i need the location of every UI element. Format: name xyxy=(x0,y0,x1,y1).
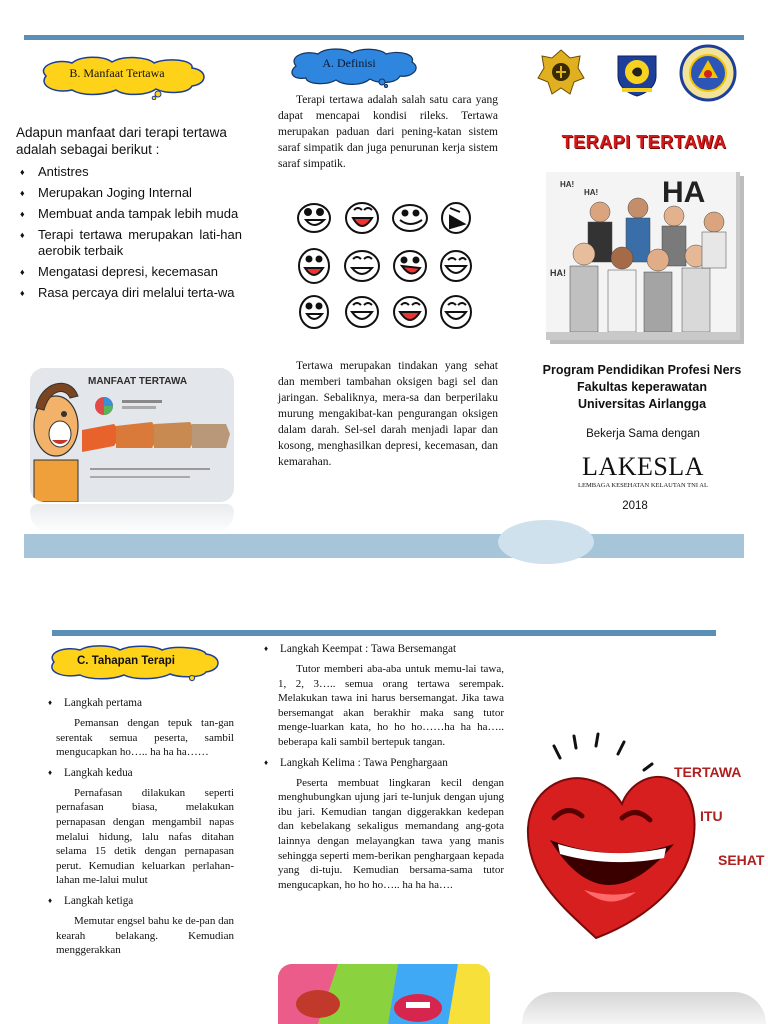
list-item: ♦ Terapi tertawa merupakan lati-han aerobik terbaik xyxy=(16,227,242,259)
heading-manfaat: B. Manfaat Tertawa xyxy=(69,65,165,80)
list-item: ♦ Mengatasi depresi, kecemasan xyxy=(16,264,242,280)
step-title: ♦ Langkah ketiga xyxy=(48,894,234,908)
infographic-title: MANFAAT TERTAWA xyxy=(88,376,188,387)
photo-text-ha-1: HA! xyxy=(560,180,575,189)
heading-cloud-tahapan xyxy=(42,644,224,682)
program-block xyxy=(528,362,756,413)
partner-full-name: LEMBAGA KESEHATAN KELAUTAN TNI AL xyxy=(578,482,708,489)
university-name: Universitas Airlangga xyxy=(577,397,707,411)
bottom-band xyxy=(24,534,744,558)
heading-definisi: A. Definisi xyxy=(322,55,376,70)
list-item: ♦ Antistres xyxy=(16,164,242,180)
heart-caption-3: SEHAT xyxy=(718,852,765,868)
list-item: ♦ Merupakan Joging Internal xyxy=(16,185,242,201)
infographic-image xyxy=(30,368,234,502)
heart-reflection xyxy=(522,992,766,1024)
step-title: ♦ Langkah Kelima : Tawa Penghargaan xyxy=(264,756,504,770)
laughing-heart-image xyxy=(524,728,768,976)
photo-text-ha-4: HA! xyxy=(550,268,566,278)
logo-university xyxy=(678,44,738,102)
photo-text-ha-2: HA! xyxy=(584,188,599,197)
colorful-faces-image xyxy=(278,964,490,1024)
steps-list-left xyxy=(48,696,234,964)
list-item: ♦ Membuat anda tampak lebih muda xyxy=(16,206,242,222)
program-name: Program Pendidikan Profesi Ners xyxy=(542,363,742,377)
step-title: ♦ Langkah Keempat : Tawa Bersemangat xyxy=(264,642,504,656)
benefit-list xyxy=(16,164,242,301)
logo-navy-emblem xyxy=(534,46,588,100)
definition-paragraph-2: Tertawa merupakan tindakan yang sehat dan memberi tambahan oksigen bagi sel dan jaringan. Sebaliknya, mera-sa dan berperilaku murung mengakibat-kan pengurangan oksigen dalam darah. Sel-sel darah menjadi lapar dan kosong, menghasilkan depresi, kecemasan, dan kemarahan. xyxy=(278,360,498,468)
definition-paragraph: Terapi tertawa adalah salah satu cara yang dapat mencapai kondisi rileks. Tertawa merupakan paduan dari pening-katan sistem saraf simpatik dan juga penurunan kerja sistem saraf simpatik. xyxy=(278,94,498,170)
top-rule xyxy=(24,35,744,40)
partner-logo-text: LAKESLA xyxy=(582,452,704,481)
step-title: ♦ Langkah kedua xyxy=(48,766,234,780)
faculty-name: Fakultas keperawatan xyxy=(577,380,707,394)
brochure-inside xyxy=(0,600,768,1024)
year-text: 2018 xyxy=(622,500,648,512)
heading-cloud-manfaat xyxy=(32,54,212,100)
step-body: Tutor memberi aba-aba untuk memu-lai tawa, 1, 2, 3….. semua orang tertawa serempak. Melakukan tawa ini harus bersemangat. Jika tawa bersemangat akan berakhir maka sang tutor menge-luarkan kata, ho ho ho……ha ha ha….. beberapa kali sambil bertepuk tangan. xyxy=(278,663,504,748)
middle-rule xyxy=(52,630,716,636)
bottom-band-bubble xyxy=(498,520,594,564)
heart-caption-2: ITU xyxy=(700,808,723,824)
photo-text-ha-3: HA xyxy=(662,176,706,209)
heading-cloud-definisi xyxy=(286,46,418,88)
brochure-title: TERAPI TERTAWA xyxy=(561,132,727,152)
logo-nursing-faculty xyxy=(612,48,662,98)
step-title: ♦ Langkah pertama xyxy=(48,696,234,710)
step-body: Memutar engsel bahu ke de-pan dan kearah belakang. Kemudian menggerakkan xyxy=(56,914,234,957)
heading-tahapan: C. Tahapan Terapi xyxy=(77,655,175,667)
step-body: Peserta membuat lingkaran kecil dengan menghubungkan ujung jari te-lunjuk dengan ujung ibu jari. Kemudian tangan diggerakkan kedepan dan kebelakang sekaligus memandang ang-gota lainnya dengan melayangkan tawa yang manis sehingga seperti mem-berikan penghargaan kepada yang di-tuju. Kemudian bersama-sama tutor mengucapkan, ho ho ho….. ha ha ha…. xyxy=(278,776,504,891)
step-body: Pernafasan dilakukan seperti pernafasan biasa, melakukan pernapasan dengan mengambil napas melalui hidung, lalu nafas ditahan selama 15 detik dengan pernapasan perut. Kemudian keluarkan perlahan-lahan me-lalui mulut xyxy=(56,786,234,887)
group-laughing-photo xyxy=(546,172,740,340)
step-body: Pemansan dengan tepuk tan-gan serentak semua peserta, sambil mengucapkan ho….. ha ha ha…… xyxy=(56,717,234,759)
laughing-faces-image xyxy=(292,196,478,336)
infographic-reflection xyxy=(30,504,234,534)
steps-list-middle xyxy=(264,642,504,898)
heart-caption-1: TERTAWA xyxy=(674,764,742,780)
cooperation-text: Bekerja Sama dengan xyxy=(586,428,700,440)
list-item: ♦ Rasa percaya diri melalui terta-wa xyxy=(16,285,242,301)
intro-text: Adapun manfaat dari terapi tertawa adalah sebagai berikut : xyxy=(16,125,227,157)
